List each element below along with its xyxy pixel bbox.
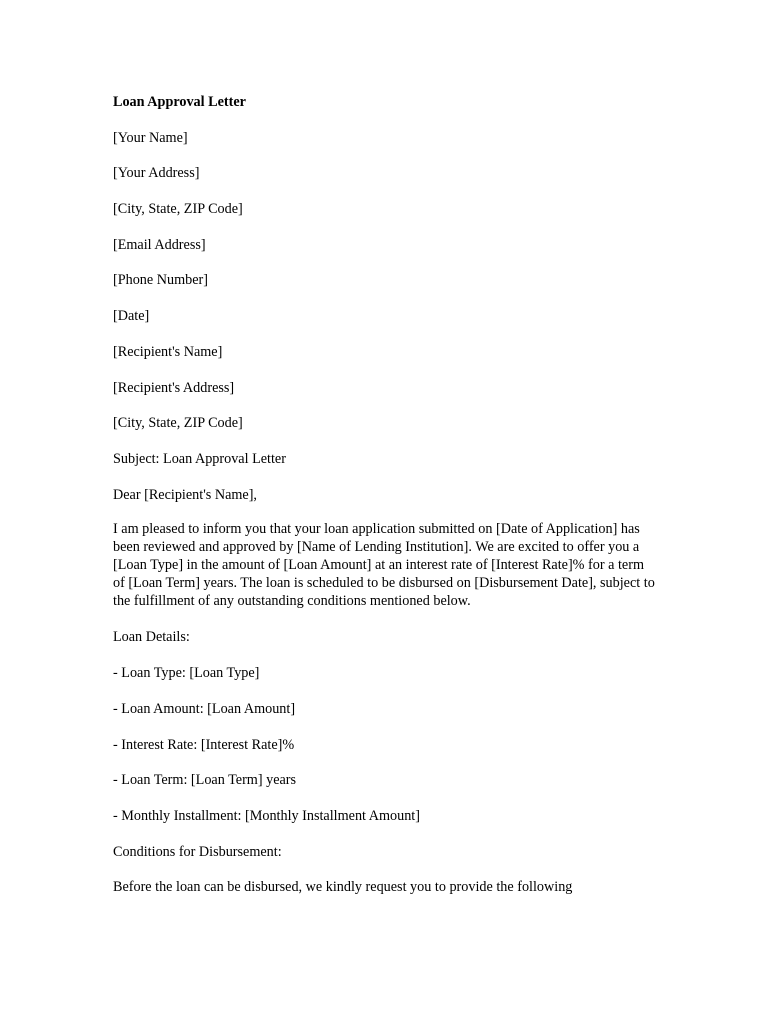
conditions-heading: Conditions for Disbursement:	[113, 843, 282, 860]
sender-address: [Your Address]	[113, 165, 200, 182]
letter-salutation: Dear [Recipient's Name],	[113, 486, 257, 503]
intro-paragraph: I am pleased to inform you that your loan application submitted on [Date of Application] has been reviewed and approved by [Name of Lending Institution]. We are excited to offer you a [Loan Type] in the amount of [Loan Amount] at an interest rate of [Interest Rate]% for a term of [Loan Term] years. The loan is scheduled to be disbursed on [Disbursement Date], subject to the fulfillment of any outstanding conditions mentioned below.	[113, 521, 655, 609]
loan-detail-term: - Loan Term: [Loan Term] years	[113, 772, 297, 789]
conditions-intro: Before the loan can be disbursed, we kindly request you to provide the following	[113, 879, 573, 896]
letter-body	[113, 93, 658, 914]
recipient-city-state-zip: [City, State, ZIP Code]	[113, 415, 243, 432]
sender-name: [Your Name]	[113, 129, 188, 146]
sender-phone: [Phone Number]	[113, 272, 208, 289]
recipient-address: [Recipient's Address]	[113, 379, 235, 396]
recipient-name: [Recipient's Name]	[113, 343, 223, 360]
letter-subject: Subject: Loan Approval Letter	[113, 450, 286, 467]
letter-date: [Date]	[113, 308, 150, 325]
sender-email: [Email Address]	[113, 236, 206, 253]
loan-detail-monthly-installment: - Monthly Installment: [Monthly Installment Amount]	[113, 807, 420, 824]
loan-details-heading: Loan Details:	[113, 629, 190, 646]
loan-detail-interest-rate: - Interest Rate: [Interest Rate]%	[113, 736, 295, 753]
sender-city-state-zip: [City, State, ZIP Code]	[113, 201, 243, 218]
loan-detail-type: - Loan Type: [Loan Type]	[113, 665, 260, 682]
letter-title: Loan Approval Letter	[113, 94, 246, 110]
loan-detail-amount: - Loan Amount: [Loan Amount]	[113, 700, 296, 717]
